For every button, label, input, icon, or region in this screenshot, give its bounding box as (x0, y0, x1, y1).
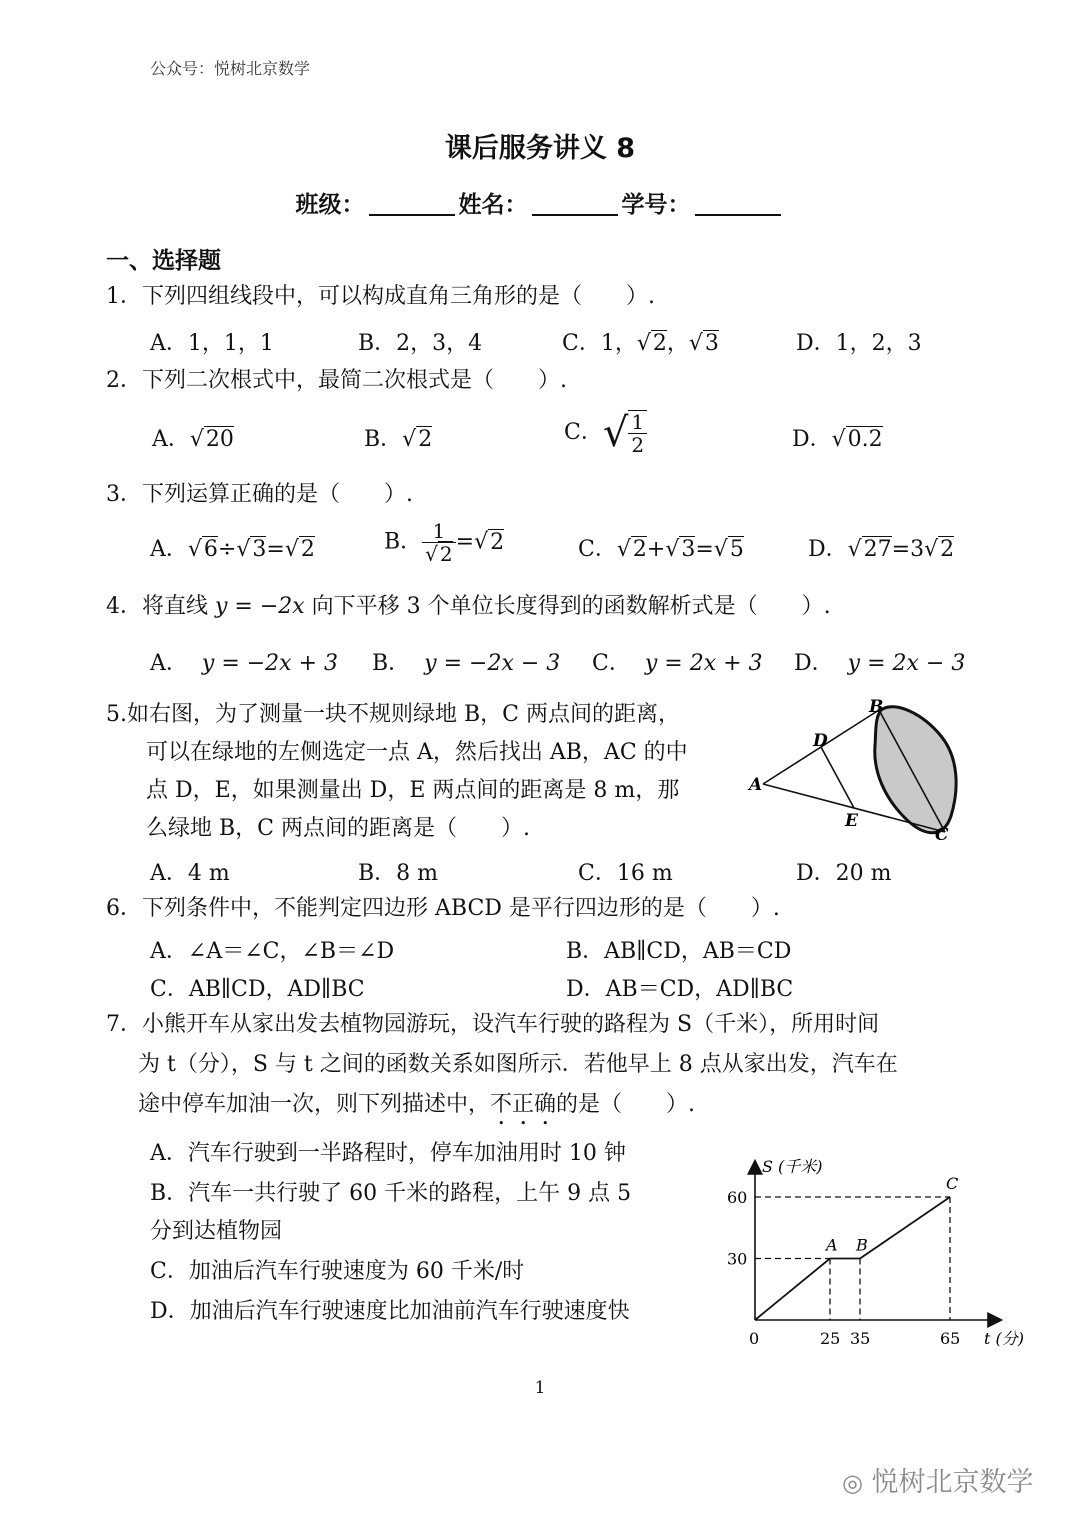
q5-option-a: A．4 m (150, 861, 230, 886)
q6-option-d: D．AB＝CD，AD∥BC (566, 977, 794, 1002)
q4-option-c: C． y = 2x + 3 (592, 651, 763, 676)
x-tick-label: 65 (940, 1329, 961, 1348)
q6-option-b: B．AB∥CD，AB＝CD (566, 939, 792, 964)
q2-option-d (792, 422, 883, 453)
emphasized-not-correct: 不正确 (490, 1092, 557, 1117)
q7-option-b-cont: 分到达植物园 (150, 1219, 283, 1244)
point-label-a: A (826, 1235, 838, 1255)
y-tick-label: 60 (727, 1188, 748, 1207)
distance-time-chart (700, 1150, 1040, 1360)
q3-option-c: C．√2+√3=√5 (578, 537, 744, 562)
point-label-b: B (856, 1235, 868, 1255)
q1-option-c: C．1，√2，√3 (562, 331, 719, 356)
series-segment-0 (755, 1259, 830, 1321)
q4-option-a: A． y = −2x + 3 (150, 651, 338, 676)
option-label: D． (792, 427, 832, 452)
label-c: C (935, 825, 949, 845)
account-header: 公众号：悦树北京数学 (150, 59, 311, 78)
question-text: 下列条件中，不能判定四边形 ABCD 是平行四边形的是（ ）. (142, 896, 780, 921)
question-1-stem (106, 278, 655, 316)
q3-option-a: A．√6÷√3=√2 (150, 537, 315, 562)
q7-option-b: B．汽车一共行驶了 60 千米的路程，上午 9 点 5 (150, 1181, 632, 1206)
label-e: E (845, 811, 858, 831)
q3-option-d: D．√27=3√2 (808, 537, 955, 562)
segment-de (821, 747, 854, 808)
question-text: 下列运算正确的是（ ）. (142, 482, 413, 507)
question-number: 2． (106, 368, 142, 393)
question-number: 1． (106, 284, 142, 309)
page-title: 课后服务讲义 8 (444, 133, 636, 164)
sqrt-sign: √ (602, 410, 629, 456)
q4-option-d: D． y = 2x − 3 (794, 651, 966, 676)
option-label: B． (384, 529, 423, 555)
label-a: A (749, 775, 763, 795)
fraction-one-half: $\frac{1}{2}$ (628, 410, 647, 456)
question-number: 4． (106, 594, 142, 619)
sqrt-0-2: √0.2 (831, 427, 883, 452)
question-5-line-3: 点 D，E，如果测量出 D，E 两点间的距离是 8 m，那 (146, 778, 680, 803)
q4-option-b: B． y = −2x − 3 (372, 651, 561, 676)
option-label: B． (364, 427, 403, 452)
q5-option-b: B．8 m (358, 861, 439, 886)
x-tick-label: 35 (850, 1329, 871, 1348)
q7-option-c: C．加油后汽车行驶速度为 60 千米/时 (150, 1259, 525, 1284)
student-info-line (0, 186, 1080, 219)
id-blank (695, 192, 781, 216)
name-label: 姓名： (458, 192, 528, 218)
q5-option-d: D．20 m (796, 861, 892, 886)
q7-option-d: D．加油后汽车行驶速度比加油前汽车行驶速度快 (150, 1299, 630, 1324)
sqrt-2: √2 (402, 427, 433, 452)
y-tick-label: 30 (727, 1249, 748, 1269)
sqrt-3: √3 (688, 331, 719, 356)
question-text: 下列二次根式中，最简二次根式是（ ）. (142, 368, 567, 393)
name-blank (532, 192, 618, 216)
question-number: 7． (106, 1012, 142, 1037)
section-heading: 一、选择题 (106, 248, 221, 274)
question-5-line-1: 5.如右图，为了测量一块不规则绿地 B，C 两点间的距离， (106, 702, 680, 727)
q7-option-a: A．汽车行驶到一半路程时，停车加油用时 10 钟 (150, 1141, 626, 1166)
option-label: D． (808, 537, 848, 562)
question-number: 3． (106, 482, 142, 507)
question-number: 5. (106, 702, 127, 727)
question-7-line-1: 7．小熊开车从家出发去植物园游玩，设汽车行驶的路程为 S（千米），所用时间 (106, 1012, 880, 1037)
page-number: 1 (534, 1378, 546, 1398)
label-b: B (869, 697, 884, 717)
sqrt-20: √20 (189, 427, 234, 452)
class-blank (369, 192, 455, 216)
option-label: A． (150, 651, 188, 676)
question-3-stem (106, 476, 413, 514)
option-label: B． (372, 651, 411, 676)
green-land-figure (745, 692, 970, 852)
x-tick-label: 0 (749, 1329, 760, 1348)
question-4-stem: 4．将直线 y = −2x 向下平移 3 个单位长度得到的函数解析式是（ ）. (106, 594, 831, 619)
question-2-stem (106, 362, 567, 400)
point-label-c: C (946, 1174, 959, 1193)
fraction-one-over-root-two: $\frac{1}{√ 2}$ (422, 520, 455, 565)
question-5-line-2: 可以在绿地的左侧选定一点 A，然后找出 AB，AC 的中 (146, 740, 688, 765)
x-tick-label: 25 (820, 1329, 841, 1348)
q2-option-c (564, 410, 647, 456)
label-d: D (813, 731, 828, 751)
q6-option-c: C．AB∥CD，AD∥BC (150, 977, 365, 1002)
q1-option-b: B．2，3，4 (358, 331, 483, 356)
class-label: 班级： (295, 192, 365, 218)
option-label: C． (578, 537, 617, 562)
y-axis-label: S (千米) (762, 1157, 823, 1176)
option-label: D． (794, 651, 834, 676)
sqrt-2: √2 (636, 331, 667, 356)
option-label: C．1， (562, 331, 637, 356)
watermark: ◎ 悦树北京数学 (842, 1467, 1034, 1498)
option-label: A． (150, 537, 188, 562)
question-7-line-3: 途中停车加油一次，则下列描述中，不正确的是（ ）. (138, 1092, 696, 1117)
q3-option-b: B． $\frac{1}{√ 2}$ =√2 (384, 519, 505, 566)
option-label: A． (152, 427, 190, 452)
question-text: 下列四组线段中，可以构成直角三角形的是（ ）. (142, 284, 655, 309)
option-label: C． (564, 420, 603, 445)
q2-option-b (364, 422, 432, 453)
q1-option-d: D．1，2，3 (796, 331, 922, 356)
question-7-line-2: 为 t（分），S 与 t 之间的函数关系如图所示．若他早上 8 点从家出发，汽车在 (138, 1052, 898, 1077)
x-axis-label: t (分) (984, 1329, 1025, 1348)
q1-option-a: A．1，1，1 (150, 331, 274, 356)
option-label: C． (592, 651, 631, 676)
equation: y = −2x (215, 594, 305, 619)
q5-option-c: C．16 m (578, 861, 673, 886)
question-number: 6． (106, 896, 142, 921)
q2-option-a (152, 422, 234, 453)
series-segment-2 (860, 1197, 950, 1259)
question-6-stem (106, 890, 780, 928)
question-5-line-4: 么绿地 B，C 两点间的距离是（ ）. (146, 816, 530, 841)
id-label: 学号： (621, 192, 691, 218)
q6-option-a: A．∠A＝∠C，∠B＝∠D (150, 939, 395, 964)
wechat-icon: ◎ (842, 1469, 863, 1497)
